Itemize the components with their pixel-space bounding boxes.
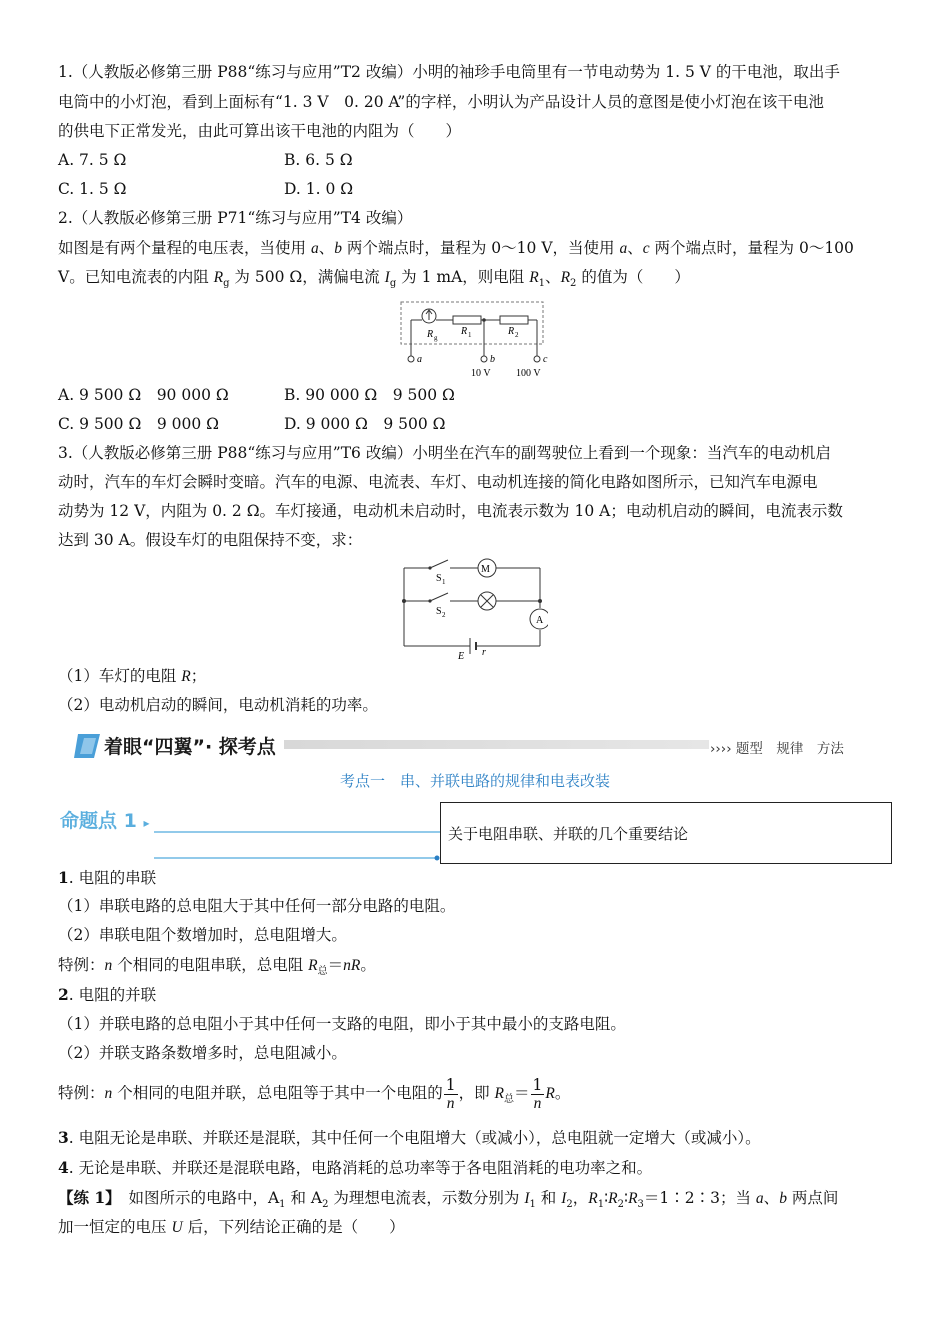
resistor-r1	[453, 316, 481, 324]
svg-text:1: 1	[442, 578, 446, 586]
voltmeter-circuit-diagram	[395, 298, 555, 382]
svg-text:c: c	[543, 354, 548, 365]
q3-line-2: 动时，汽车的车灯会瞬时变暗。汽车的电源、电流表、车灯、电动机连接的简化电路如图所示，已知汽车电源电	[58, 473, 818, 491]
svg-text:10 V: 10 V	[471, 368, 491, 379]
s2-item-2: （2）并联支路条数增多时，总电阻减小。	[58, 1044, 347, 1062]
svg-text:R: R	[427, 329, 434, 340]
q1-option-d: D. 1. 0 Ω	[284, 180, 354, 198]
fraction-1-over-n-2: $\frac{1}{n}$	[532, 1075, 543, 1112]
q2-line-3: V。已知电流表的内阻 $R_g$ 为 500 Ω，满偏电流 $I_g$ 为 1 mA，则电阻 $R_1$、$R_2$ 的值为（ ）	[58, 268, 690, 290]
q2-line-1: 2.（人教版必修第三册 P71“练习与应用”T4 改编）	[58, 209, 413, 227]
svg-text:S: S	[436, 573, 442, 584]
svg-text:2: 2	[515, 331, 519, 339]
lian1-line-2: 加一恒定的电压 U 后，下列结论正确的是（ ）	[58, 1218, 405, 1236]
svg-text:a: a	[417, 354, 422, 365]
banner-title: 着眼“四翼”· 探考点	[104, 736, 276, 758]
q3-line-1: 3.（人教版必修第三册 P88“练习与应用”T6 改编）小明坐在汽车的副驾驶位上看到一个现象：当汽车的电动机启	[58, 444, 831, 462]
q1-option-b: B. 6. 5 Ω	[284, 151, 353, 169]
svg-text:R: R	[508, 326, 515, 337]
s3-text: 3. 电阻无论是串联、并联还是混联，其中任何一个电阻增大（或减小），总电阻就一定增大（或减小）。	[58, 1128, 761, 1147]
svg-text:b: b	[490, 354, 495, 365]
s2-example: 特例：n 个相同的电阻并联，总电阻等于其中一个电阻的 $\frac{1}{n}$ ，即 $R_总=$ $\frac{1}{n}$ R。	[58, 1075, 571, 1112]
svg-text:2: 2	[442, 611, 446, 619]
q2-line-2: 如图是有两个量程的电压表，当使用 a、b 两个端点时，量程为 0～10 V，当使用 a、c 两个端点时，量程为 0～100	[58, 239, 854, 257]
q1-option-a: A. 7. 5 Ω	[58, 151, 127, 169]
svg-text:M: M	[481, 564, 490, 575]
s1-item-2: （2）串联电阻个数增加时，总电阻增大。	[58, 926, 347, 944]
s2-heading: 2. 电阻的并联	[58, 985, 157, 1004]
resistor-r2	[500, 316, 528, 324]
kaodian-heading: 考点一 串、并联电路的规律和电表改装	[339, 772, 610, 790]
svg-text:r: r	[482, 647, 486, 658]
svg-text:g: g	[434, 334, 438, 342]
q2-option-b: B. 90 000 Ω 9 500 Ω	[284, 386, 455, 404]
q1-line-3: 的供电下正常发光，由此可算出该干电池的内阻为（ ）	[58, 122, 462, 140]
svg-text:R: R	[461, 326, 468, 337]
q2-option-a: A. 9 500 Ω 90 000 Ω	[58, 386, 229, 404]
q1-option-c: C. 1. 5 Ω	[58, 180, 127, 198]
car-circuit-diagram	[398, 556, 548, 662]
svg-text:A: A	[536, 615, 544, 626]
q3-part-2: （2）电动机启动的瞬间，电动机消耗的功率。	[58, 696, 378, 714]
mingti-title: 关于电阻串联、并联的几个重要结论	[448, 825, 689, 843]
s4-text: 4. 无论是串联、并联还是混联电路，电路消耗的总功率等于各电阻消耗的电功率之和。	[58, 1158, 653, 1177]
svg-text:100 V: 100 V	[516, 368, 541, 379]
mingti-lines	[150, 820, 442, 862]
s1-item-1: （1）串联电路的总电阻大于其中任何一部分电路的电阻。	[58, 897, 456, 915]
q3-part-1: （1）车灯的电阻 R；	[58, 667, 207, 685]
q2-option-c: C. 9 500 Ω 9 000 Ω	[58, 415, 219, 433]
fraction-1-over-n: $\frac{1}{n}$	[445, 1075, 456, 1112]
banner-right-labels: ›››› 题型 规律 方法	[710, 741, 844, 757]
svg-text:E: E	[458, 651, 465, 662]
s2-item-1: （1）并联电路的总电阻小于其中任何一支路的电阻，即小于其中最小的支路电阻。	[58, 1015, 626, 1033]
q1-line-1: 1.（人教版必修第三册 P88“练习与应用”T2 改编）小明的袖珍手电筒里有一节电动势为 1. 5 V 的干电池，取出手	[58, 63, 840, 81]
svg-text:S: S	[436, 606, 442, 617]
lian1-line-1: 【练 1】 如图所示的电路中，$A_1$ 和 $A_2$ 为理想电流表，示数分别为 $I_1$ 和 $I_2$，$R_1∶R_2∶R_3=1∶2∶3$；当 a、b 两点间	[58, 1188, 839, 1211]
q3-line-4: 达到 30 A。假设车灯的电阻保持不变，求：	[58, 531, 363, 549]
mingti-label: 命题点 1 ▸	[60, 810, 150, 832]
svg-text:1: 1	[468, 331, 472, 339]
q2-option-d: D. 9 000 Ω 9 500 Ω	[284, 415, 446, 433]
s1-example: 特例：n 个相同的电阻串联，总电阻 $R_总=nR$。	[58, 956, 376, 978]
s1-heading: 1. 电阻的串联	[58, 868, 157, 887]
q1-line-2: 电筒中的小灯泡，看到上面标有“1. 3 V 0. 20 A”的字样，小明认为产品设计人员的意图是使小灯泡在该干电池	[58, 93, 824, 111]
q3-line-3: 动势为 12 V，内阻为 0. 2 Ω。车灯接通，电动机未启动时，电流表示数为 10 A；电动机启动的瞬间，电流表示数	[58, 502, 843, 520]
